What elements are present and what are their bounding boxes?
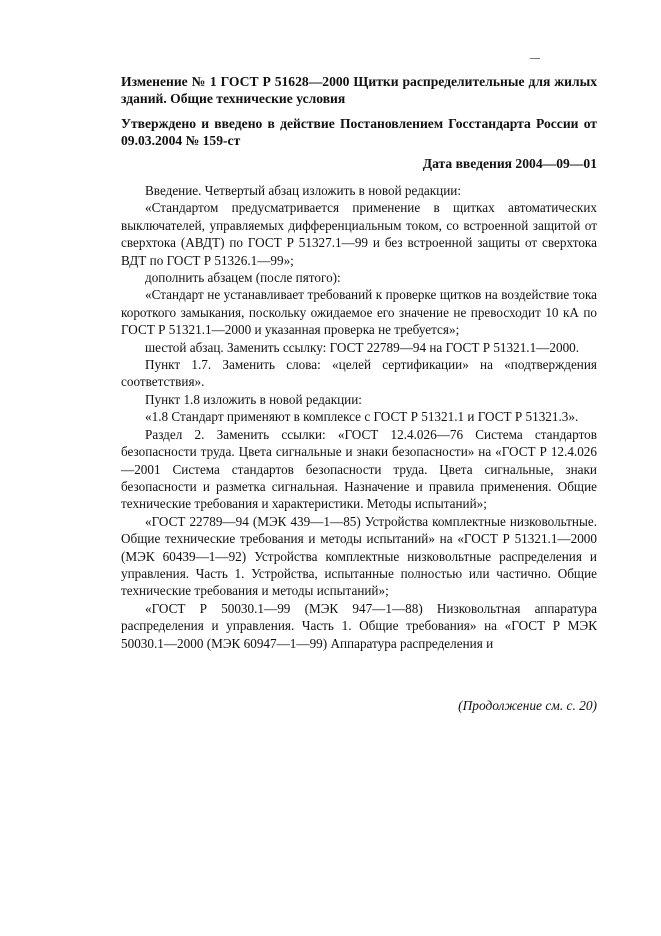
paragraph: «Стандартом предусматривается применение в щитках автоматических выключателей, управляемых дифференциальным током, со встроенной защитой от сверхтока (АВДТ) по ГОСТ Р 51327.1—99 и без встроенной защиты от сверхтока ВДТ по ГОСТ Р 51326.1—99»; — [121, 200, 597, 268]
paragraph: Раздел 2. Заменить ссылки: «ГОСТ 12.4.026—76 Система стандартов безопасности труда. Цвета сигнальные и знаки безопасности» на «ГОСТ Р 12.4.026—2001 Система стандартов безопасности труда. Цвета сигнальные, знаки безопасности и разметка сигнальная. Назначение и правила применения. Общие технические требования и характеристики. Методы испытаний»; — [121, 426, 597, 512]
paragraph: «1.8 Стандарт применяют в комплексе с ГОСТ Р 51321.1 и ГОСТ Р 51321.3». — [145, 409, 579, 425]
continuation-note: (Продолжение см. с. 20) — [458, 698, 597, 713]
amendment-title: Изменение № 1 ГОСТ Р 51628—2000 Щитки распределительные для жилых зданий. Общие технические условия — [121, 74, 597, 106]
effective-date: Дата введения 2004—09—01 — [422, 156, 597, 171]
document-page — [121, 73, 597, 652]
paragraph: Пункт 1.8 изложить в новой редакции: — [145, 391, 362, 407]
scan-mark — [530, 58, 540, 59]
paragraph: Введение. Четвертый абзац изложить в новой редакции: — [145, 183, 462, 198]
approval-statement: Утверждено и введено в действие Постановлением Госстандарта России от 09.03.2004 № 159-ст — [121, 116, 597, 148]
paragraph: дополнить абзацем (после пятого): — [145, 270, 341, 286]
paragraph: «Стандарт не устанавливает требований к проверке щитков на воздействие тока короткого замыкания, поскольку ожидаемое его значение не превосходит 10 кА по ГОСТ Р 51321.1—2000 и указанная проверка не требуется»; — [121, 287, 597, 338]
paragraph: Пункт 1.7. Заменить слова: «целей сертификации» на «подтверждения соответствия». — [121, 357, 597, 390]
paragraph: «ГОСТ 22789—94 (МЭК 439—1—85) Устройства комплектные низковольтные. Общие технические требования и методы испытаний» на «ГОСТ Р 51321.1—2000 (МЭК 60439—1—92) Устройства комплектные низковольтные распределения и управления. Часть 1. Устройства, испытанные полностью или частично. Общие технические требования и методы испытаний»; — [121, 513, 597, 599]
paragraph: шестой абзац. Заменить ссылку: ГОСТ 22789—94 на ГОСТ Р 51321.1—2000. — [145, 339, 580, 355]
paragraph: «ГОСТ Р 50030.1—99 (МЭК 947—1—88) Низковольтная аппаратура распределения и управления. Часть 1. Общие требования» на «ГОСТ Р МЭК 50030.1—2000 (МЭК 60947—1—99) Аппаратура распределения и — [121, 600, 597, 651]
